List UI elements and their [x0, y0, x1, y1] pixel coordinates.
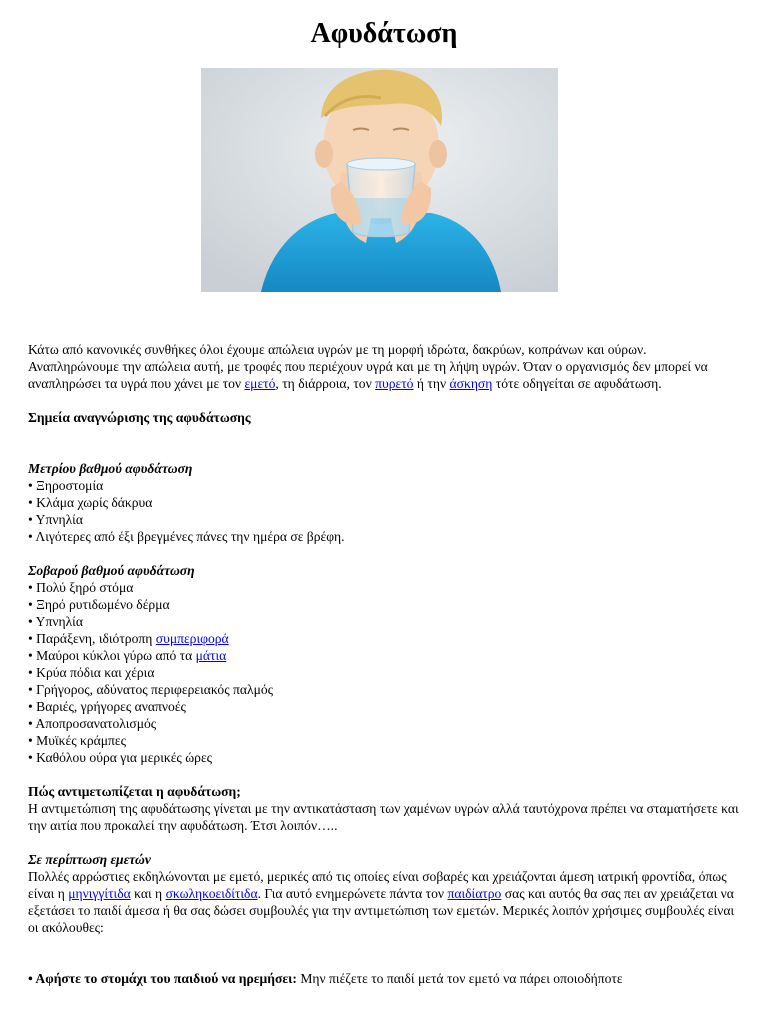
tip-text: Μην πιέζετε το παιδί μετά τον εμετό να πάρει οποιοδήποτε: [296, 971, 623, 986]
child-drinking-water-photo: [201, 68, 558, 292]
link-eyes[interactable]: μάτια: [195, 648, 227, 663]
severe-item: • Κρύα πόδια και χέρια: [28, 665, 155, 680]
article-body: [28, 341, 740, 987]
intro-text-4: τότε οδηγείται σε αφυδάτωση.: [492, 376, 662, 391]
vomit-text-1: Πολλές αρρώστιες εκδηλώνονται με εμετό, μερικές από τις οποίες είναι σοβαρές και χρειάζονται άμεση ιατρική φροντίδα, όπως είναι η: [28, 869, 727, 901]
severe-item-text: • Παράξενη, ιδιότροπη: [28, 631, 156, 646]
severe-item: • Γρήγορος, αδύνατος περιφερειακός παλμός: [28, 682, 274, 697]
link-exercise[interactable]: άσκηση: [449, 376, 493, 391]
link-appendicitis[interactable]: σκωληκοειδίτιδα: [165, 886, 258, 901]
severe-item-text: • Μαύροι κύκλοι γύρω από τα: [28, 648, 196, 663]
vomit-text-3: . Για αυτό ενημερώνετε πάντα τον: [257, 886, 448, 901]
link-pediatrician[interactable]: παιδίατρο: [447, 886, 502, 901]
signs-heading: Σημεία αναγνώρισης της αφυδάτωσης: [28, 410, 251, 425]
moderate-item: • Ξηροστομία: [28, 478, 104, 493]
link-behavior[interactable]: συμπεριφορά: [155, 631, 229, 646]
severe-item: • Μυϊκές κράμπες: [28, 733, 126, 748]
vomit-paragraph: [28, 868, 740, 936]
intro-text-2: , τη διάρροια, τον: [275, 376, 376, 391]
severe-item: • Υπνηλία: [28, 614, 83, 629]
vomit-text-2: και η: [130, 886, 166, 901]
severe-item: • Βαριές, γρήγορες αναπνοές: [28, 699, 186, 714]
severe-item: • Αποπροσανατολισμός: [28, 716, 157, 731]
severe-item: • Ξηρό ρυτιδωμένο δέρμα: [28, 597, 170, 612]
moderate-item: • Κλάμα χωρίς δάκρυα: [28, 495, 153, 510]
treatment-paragraph: Η αντιμετώπιση της αφυδάτωσης γίνεται με την αντικατάσταση των χαμένων υγρών αλλά ταυτόχρονα πρέπει να σταματήσετε και την αιτία που προκαλεί την αφυδάτωση. Έτσι λοιπόν…..: [28, 801, 739, 833]
page-title: Αφυδάτωση: [310, 18, 458, 49]
intro-paragraph: [28, 341, 740, 392]
vomit-heading: Σε περίπτωση εμετών: [28, 852, 151, 867]
tip-paragraph: [28, 970, 740, 987]
treatment-heading: Πώς αντιμετωπίζεται η αφυδάτωση;: [28, 784, 241, 799]
severe-item: • Καθόλου ούρα για μερικές ώρες: [28, 750, 213, 765]
moderate-item: • Λιγότερες από έξι βρεγμένες πάνες την ημέρα σε βρέφη.: [28, 529, 345, 544]
moderate-heading: Μετρίου βαθμού αφυδάτωση: [28, 461, 193, 476]
intro-text-3: ή την: [413, 376, 450, 391]
severe-heading: Σοβαρού βαθμού αφυδάτωση: [28, 563, 195, 578]
vomit-text-4: σας και αυτός θα σας πει αν χρειάζεται να εξετάσει το παιδί άμεσα ή θα σας δώσει συμβουλές για την αντιμετώπιση των εμετών. Μερικές λοιπόν χρήσιμες συμβουλές είναι οι ακόλουθες:: [28, 886, 735, 935]
link-vomit[interactable]: εμετό: [244, 376, 276, 391]
severe-item: [28, 630, 740, 647]
link-meningitis[interactable]: μηνιγγίτιδα: [68, 886, 131, 901]
link-fever[interactable]: πυρετό: [375, 376, 414, 391]
tip-title: • Αφήστε το στομάχι του παιδιού να ηρεμήσει:: [28, 971, 297, 986]
severe-item: • Πολύ ξηρό στόμα: [28, 580, 134, 595]
moderate-item: • Υπνηλία: [28, 512, 83, 527]
intro-text-1: Κάτω από κανονικές συνθήκες όλοι έχουμε απώλεια υγρών με τη μορφή ιδρώτα, δακρύων, κοπράνων και ούρων. Αναπληρώνουμε την απώλεια αυτή, με τροφές που περιέχουν υγρά και με τη λήψη υγρών. Όταν ο οργανισμός δεν μπορεί να αναπληρώσει τα υγρά που χάνει με τον: [28, 342, 708, 391]
severe-item: [28, 647, 740, 664]
